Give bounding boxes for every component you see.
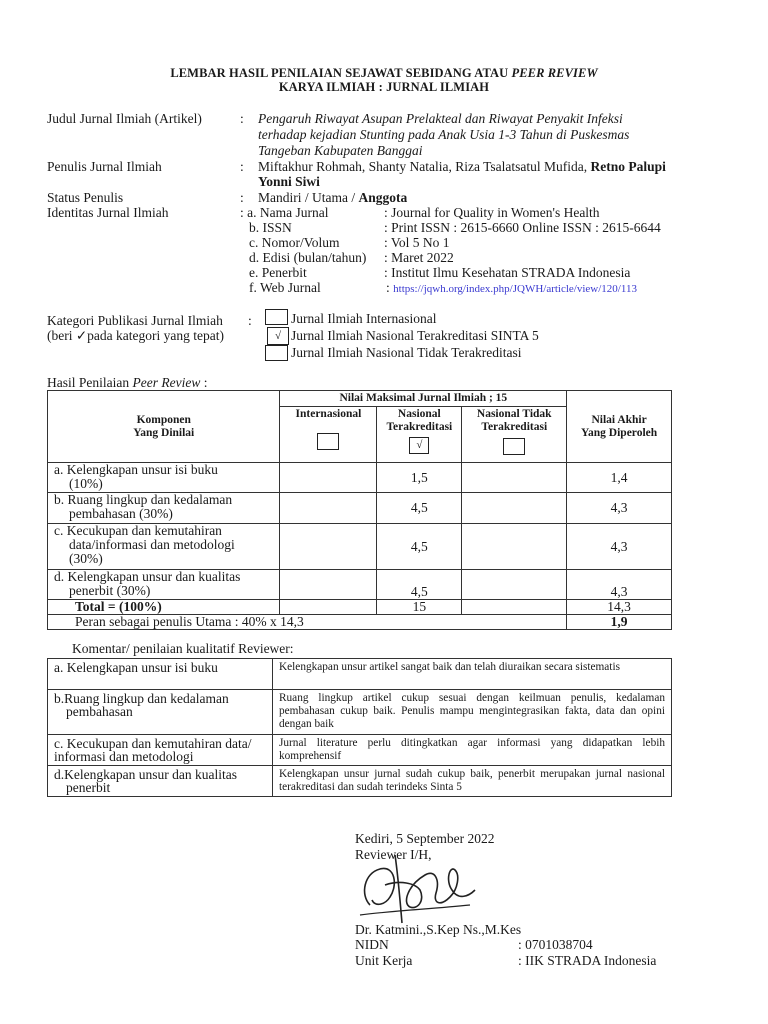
- field-value: : Print ISSN : 2615-6660 Online ISSN : 2615-6644: [384, 220, 661, 235]
- field-label: e. Penerbit: [249, 265, 307, 280]
- check-icon: √: [416, 439, 423, 451]
- unit-label: Unit Kerja: [355, 953, 413, 968]
- field-label: d. Edisi (bulan/tahun): [249, 250, 367, 265]
- signature-image: [340, 845, 490, 930]
- field-label: b. ISSN: [249, 220, 292, 235]
- peran-value: 1,9: [567, 615, 672, 630]
- kategori-option-label: Jurnal Ilmiah Internasional: [291, 311, 437, 326]
- kategori-label: Kategori Publikasi Jurnal Ilmiah: [47, 313, 223, 328]
- checkbox-internasional[interactable]: [265, 309, 288, 325]
- total-max: 15: [377, 600, 462, 615]
- nilai-akhir-cell: 1,4: [567, 463, 672, 493]
- field-value: : https://jqwh.org/index.php/JQWH/article/view/120/113: [386, 280, 637, 295]
- checkbox-tidak-col[interactable]: [503, 438, 525, 455]
- komentar-aspek: b.Ruang lingkup dan kedalaman pembahasan: [48, 690, 273, 735]
- komentar-table: [47, 658, 672, 797]
- judul-value-line: Pengaruh Riwayat Asupan Prelakteal dan Riwayat Penyakit Infeksi: [258, 111, 623, 126]
- web-jurnal-link[interactable]: https://jqwh.org/index.php/JQWH/article/view/120/113: [393, 283, 637, 295]
- checkbox-nasional-col[interactable]: [409, 437, 429, 454]
- komentar-aspek: c. Kecukupan dan kemutahiran data/ informasi dan metodologi: [48, 735, 273, 766]
- field-value: : Maret 2022: [384, 250, 454, 265]
- komentar-label: Komentar/ penilaian kualitatif Reviewer:: [72, 641, 294, 656]
- nilai-akhir-cell: 4,3: [567, 493, 672, 524]
- field-value: : Vol 5 No 1: [384, 235, 450, 250]
- kategori-option-label: Jurnal Ilmiah Nasional Terakreditasi SINTA 5: [291, 328, 539, 343]
- nilai-max-cell: 4,5: [377, 524, 462, 570]
- score-row: d. Kelengkapan unsur dan kualitas penerbit (30%) 4,5 4,3: [48, 570, 672, 600]
- nilai-max-header: Nilai Maksimal Jurnal Ilmiah ; 15: [280, 391, 567, 407]
- judul-colon: :: [240, 111, 244, 126]
- komentar-row: [48, 735, 672, 766]
- komentar-text: Jurnal literature perlu ditingkatkan agar informasi yang didapatkan lebih komprehensif: [273, 735, 672, 766]
- penulis-value-cont: Yonni Siwi: [258, 174, 320, 189]
- hasil-label: Hasil Penilaian Peer Review :: [47, 375, 208, 390]
- judul-value-line: terhadap kejadian Stunting pada Anak Usia 1-3 Tahun di Puskesmas: [258, 127, 630, 142]
- kategori-option-label: Jurnal Ilmiah Nasional Tidak Terakreditasi: [291, 345, 522, 360]
- peran-label: Peran sebagai penulis Utama : 40% x 14,3: [48, 615, 567, 630]
- field-label: : a. Nama Jurnal: [240, 205, 329, 220]
- nilai-akhir-header: Nilai Akhir Yang Diperoleh: [567, 391, 672, 463]
- kategori-hint: (beri ✓pada kategori yang tepat): [47, 328, 224, 343]
- unit-value: : IIK STRADA Indonesia: [518, 953, 657, 968]
- komentar-row: [48, 659, 672, 690]
- checkbox-sinta5[interactable]: [267, 327, 289, 345]
- komentar-row: [48, 690, 672, 735]
- status-colon: :: [240, 190, 244, 205]
- checkbox-tidak-terakreditasi[interactable]: [265, 345, 288, 361]
- judul-value-line: Tangeban Kabupaten Banggai: [258, 143, 423, 158]
- score-row: c. Kecukupan dan kemutahiran data/informasi dan metodologi (30%) 4,5 4,3: [48, 524, 672, 570]
- status-label: Status Penulis: [47, 190, 124, 205]
- nilai-max-cell: 4,5: [377, 493, 462, 524]
- score-row: a. Kelengkapan unsur isi buku (10%) 1,5 1,4: [48, 463, 672, 493]
- reviewer-name: Dr. Katmini.,S.Kep Ns.,M.Kes: [355, 922, 522, 937]
- kategori-colon: :: [248, 313, 252, 328]
- penulis-value: Miftakhur Rohmah, Shanty Natalia, Riza Tsalatsatul Mufida, Retno Palupi: [258, 159, 666, 174]
- nidn-value: : 0701038704: [518, 937, 593, 952]
- field-label: f. Web Jurnal: [249, 280, 321, 295]
- nidn-label: NIDN: [355, 937, 389, 952]
- komponen-header: Komponen Yang Dinilai: [48, 391, 280, 463]
- total-label: Total = (100%): [48, 600, 280, 615]
- identitas-label: Identitas Jurnal Ilmiah: [47, 205, 169, 220]
- penulis-label: Penulis Jurnal Ilmiah: [47, 159, 162, 174]
- field-value: : Institut Ilmu Kesehatan STRADA Indonesia: [384, 265, 631, 280]
- nilai-max-cell: 1,5: [377, 463, 462, 493]
- document-title: LEMBAR HASIL PENILAIAN SEJAWAT SEBIDANG ATAU PEER REVIEW: [170, 66, 598, 80]
- nasional-header: Nasional Terakreditasi √: [377, 407, 462, 463]
- checkbox-internasional-col[interactable]: [317, 433, 339, 450]
- reviewer-label: Reviewer I/H,: [355, 847, 432, 862]
- komentar-aspek: a. Kelengkapan unsur isi buku: [48, 659, 273, 690]
- komentar-aspek: d.Kelengkapan unsur dan kualitas penerbit: [48, 766, 273, 797]
- penulis-colon: :: [240, 159, 244, 174]
- score-table: [47, 390, 672, 630]
- field-label: c. Nomor/Volum: [249, 235, 340, 250]
- nilai-akhir-cell: 4,3: [567, 524, 672, 570]
- status-value: Mandiri / Utama / Anggota: [258, 190, 408, 205]
- komentar-text: Ruang lingkup artikel cukup sesuai dengan keilmuan penulis, kedalaman pembahasan cukup baik. Penulis mampu mengintegrasikan fakta, data dan opini dengan baik: [273, 690, 672, 735]
- total-akhir: 14,3: [567, 600, 672, 615]
- internasional-header: Internasional: [280, 407, 377, 463]
- tidak-header: Nasional Tidak Terakreditasi: [462, 407, 567, 463]
- nilai-akhir-cell: 4,3: [567, 570, 672, 600]
- komentar-row: [48, 766, 672, 797]
- peran-row: [48, 615, 672, 630]
- total-row: [48, 600, 672, 615]
- score-row: b. Ruang lingkup dan kedalaman pembahasan (30%) 4,5 4,3: [48, 493, 672, 524]
- judul-label: Judul Jurnal Ilmiah (Artikel): [47, 111, 202, 126]
- komentar-text: Kelengkapan unsur artikel sangat baik dan telah diuraikan secara sistematis: [273, 659, 672, 690]
- field-value: : Journal for Quality in Women's Health: [384, 205, 600, 220]
- document-subtitle: KARYA ILMIAH : JURNAL ILMIAH: [278, 80, 490, 94]
- komentar-text: Kelengkapan unsur jurnal sudah cukup baik, penerbit merupakan jurnal nasional terakreditasi dan sudah terindeks Sinta 5: [273, 766, 672, 797]
- check-icon: √: [274, 330, 282, 342]
- nilai-max-cell: 4,5: [377, 570, 462, 600]
- place-date: Kediri, 5 September 2022: [355, 831, 495, 846]
